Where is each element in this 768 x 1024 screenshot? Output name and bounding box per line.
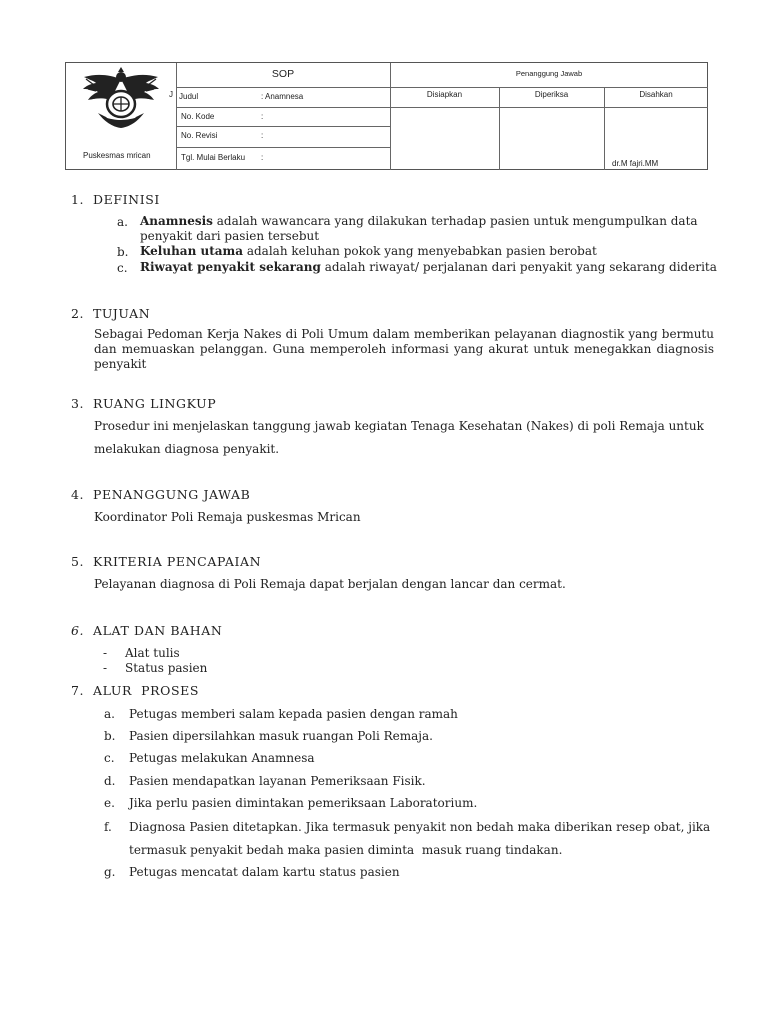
section-kriteria-title: 5. KRITERIA PENCAPAIAN xyxy=(71,554,262,569)
list-marker: g. xyxy=(104,865,116,879)
list-marker: a. xyxy=(104,707,115,721)
disiapkan-label: Disiapkan xyxy=(426,90,463,99)
alur-step: Petugas memberi salam kepada pasien dengan ramah xyxy=(129,707,458,721)
alur-step: Pasien dipersilahkan masuk ruangan Poli Remaja. xyxy=(129,729,433,743)
alat-item: Alat tulis xyxy=(125,646,180,660)
section-ruang-lingkup-title: 3. RUANG LINGKUP xyxy=(71,396,217,411)
ruang-lingkup-line-2: melakukan diagnosa penyakit. xyxy=(94,442,280,456)
section-alat-title: 6. ALAT DAN BAHAN xyxy=(71,623,223,638)
no-kode-colon: : xyxy=(261,112,264,121)
tgl-mulai-colon: : xyxy=(261,153,264,162)
no-revisi-colon: : xyxy=(261,131,264,140)
alur-step: Petugas melakukan Anamnesa xyxy=(129,751,315,765)
definisi-item-riwayat: Riwayat penyakit sekarang adalah riwayat/ perjalanan dari penyakit yang sekarang diderita xyxy=(140,260,717,274)
list-marker: b. xyxy=(104,729,116,743)
judul-label: Judul xyxy=(179,92,199,101)
definisi-item-keluhan: Keluhan utama adalah keluhan pokok yang menyebabkan pasien berobat xyxy=(140,244,597,258)
ruang-lingkup-line-1: Prosedur ini menjelaskan tanggung jawab kegiatan Tenaga Kesehatan (Nakes) di poli Remaja untuk xyxy=(94,419,704,433)
list-marker: - xyxy=(103,661,108,675)
garuda-emblem-logo xyxy=(80,67,162,131)
alur-step: Petugas mencatat dalam kartu status pasien xyxy=(129,865,400,879)
list-marker: c. xyxy=(104,751,115,765)
section-definisi-title: 1. DEFINISI xyxy=(71,192,160,207)
sop-header-table xyxy=(65,62,708,170)
list-marker: - xyxy=(103,646,108,660)
alur-step: Pasien mendapatkan layanan Pemeriksaan Fisik. xyxy=(129,774,426,788)
no-kode-label: No. Kode xyxy=(181,112,215,121)
section-tujuan-title: 2. TUJUAN xyxy=(71,306,151,321)
alur-step: Jika perlu pasien dimintakan pemeriksaan Laboratorium. xyxy=(129,796,478,810)
alat-item: Status pasien xyxy=(125,661,208,675)
section-penanggung-jawab-title: 4. PENANGGUNG JAWAB xyxy=(71,487,251,502)
stray-character: J xyxy=(169,90,173,99)
list-marker: f. xyxy=(104,820,112,834)
list-marker: d. xyxy=(104,774,116,788)
definisi-item-anamnesis-cont: penyakit dari pasien tersebut xyxy=(140,229,320,243)
section-alur-title: 7. ALUR PROSES xyxy=(71,683,200,698)
signatory-name: dr.M fajri.MM xyxy=(612,159,659,168)
definisi-item-anamnesis: Anamnesis adalah wawancara yang dilakukan terhadap pasien untuk mengumpulkan data xyxy=(140,214,698,228)
org-name: Puskesmas mrican xyxy=(83,151,151,160)
disahkan-label: Disahkan xyxy=(639,90,673,99)
diperiksa-label: Diperiksa xyxy=(534,90,569,99)
list-marker: a. xyxy=(117,215,128,229)
sop-label: SOP xyxy=(271,68,295,80)
list-marker: c. xyxy=(117,261,128,275)
list-marker: b. xyxy=(117,245,129,259)
no-revisi-label: No. Revisi xyxy=(181,131,218,140)
alur-step-cont: termasuk penyakit bedah maka pasien diminta masuk ruang tindakan. xyxy=(129,843,563,857)
kriteria-text: Pelayanan diagnosa di Poli Remaja dapat berjalan dengan lancar dan cermat. xyxy=(94,577,566,591)
tujuan-text: Sebagai Pedoman Kerja Nakes di Poli Umum dalam memberikan pelayanan diagnostik yang bermutu dan memuaskan pelanggan. Guna memperoleh informasi yang akurat untuk menegakkan diagnosis penyakit xyxy=(94,327,714,371)
penanggung-jawab-label: Penanggung Jawab xyxy=(515,69,583,78)
alur-step: Diagnosa Pasien ditetapkan. Jika termasuk penyakit non bedah maka diberikan resep obat, jika xyxy=(129,820,711,834)
tgl-mulai-label: Tgl. Mulai Berlaku xyxy=(181,153,246,162)
penanggung-jawab-text: Koordinator Poli Remaja puskesmas Mrican xyxy=(94,510,361,524)
judul-value: : Anamnesa xyxy=(261,92,304,101)
list-marker: e. xyxy=(104,796,115,810)
